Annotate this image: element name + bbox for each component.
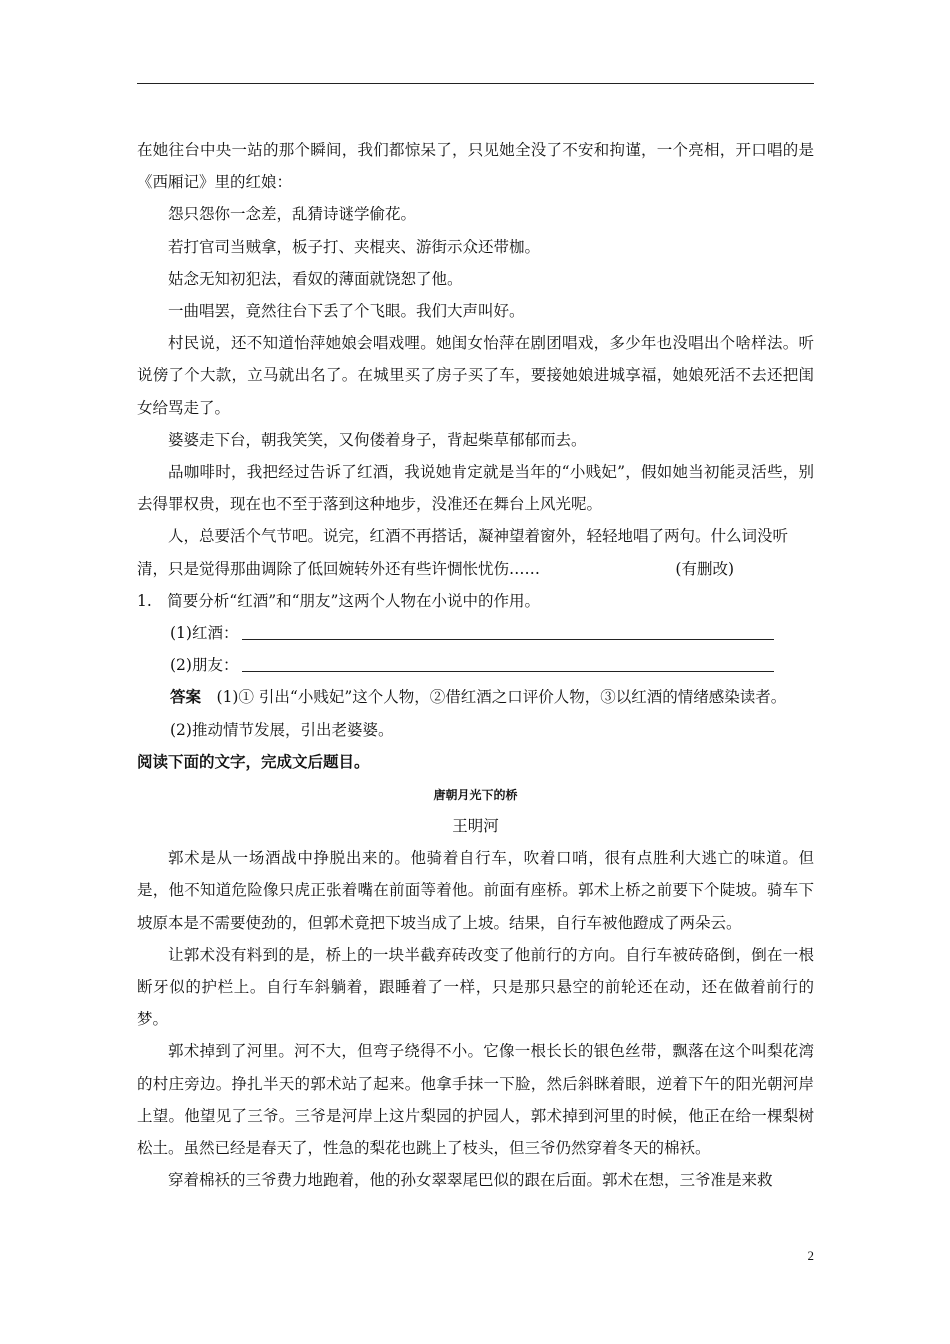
story1-paragraph: 村民说，还不知道怡萍她娘会唱戏哩。她闺女怡萍在剧团唱戏，多少年也没唱出个啥样法。听说傍了个大款，立马就出名了。在城里买了房子买了车，要接她娘进城享福，她娘死活不去还把闺女给骂走了。 [137,334,814,417]
answer-text-2: (2)推动情节发展，引出老婆婆。 [170,720,394,739]
answer-line-1 [137,617,814,649]
verse-line: 姑念无知初犯法，看奴的薄面就饶恕了他。 [168,269,463,288]
story1-paragraph: 一曲唱罢，竟然往台下丢了个飞眼。我们大声叫好。 [168,302,525,321]
story1-paragraph-end: 清，只是觉得那曲调除了低回婉转外还有些许惆怅忧伤…… [137,559,541,578]
story1-paragraph: 在她往台中央一站的那个瞬间，我们都惊呆了，只见她全没了不安和拘谨，一个亮相，开口唱的是《西厢记》里的红娘： [137,141,814,192]
question-stem: 1. 简要分析“红酒”和“朋友”这两个人物在小说中的作用。 [137,591,540,610]
story1-paragraph: 品咖啡时，我把经过告诉了红酒，我说她肯定就是当年的“小贱妃”，假如她当初能灵活些，别去得罪权贵，现在也不至于落到这种地步，没准还在舞台上风光呢。 [137,463,814,514]
story-title: 唐朝月光下的桥 [433,788,518,803]
story1-paragraph: 人，总要活个气节吧。说完，红酒不再搭话，凝神望着窗外，轻轻地唱了两句。什么词没听 [168,527,789,546]
sub-question-label: (2)朋友： [170,656,239,675]
answer-block [137,681,814,713]
answer-blank[interactable] [242,638,774,640]
story2-paragraph: 郭术是从一场酒战中挣脱出来的。他骑着自行车，吹着口哨，很有点胜利大逃亡的味道。但是，他不知道危险像只虎正张着嘴在前面等着他。前面有座桥。郭术上桥之前要下个陡坡。骑车下坡原本是不需要使劲的，但郭术竟把下坡当成了上坡。结果，自行车被他蹬成了两朵云。 [137,849,814,932]
story1-final-line [137,553,814,585]
sub-question-label: (1)红酒： [170,624,239,643]
verse-line: 若打官司当贼拿，板子打、夹棍夹、游街示众还带枷。 [168,237,541,256]
story2-paragraph: 穿着棉袄的三爷费力地跑着，他的孙女翠翠尾巴似的跟在后面。郭术在想，三爷准是来救 [168,1171,773,1190]
story2-paragraph: 让郭术没有料到的是，桥上的一块半截弃砖改变了他前行的方向。自行车被砖硌倒，倒在一根断牙似的护栏上。自行车斜躺着，跟睡着了一样，只是那只悬空的前轮还在动，还在做着前行的梦。 [137,945,814,1029]
story-author: 王明河 [452,817,499,836]
header-rule [137,83,814,84]
story2-paragraph: 郭术掉到了河里。河不大，但弯子绕得不小。它像一根长长的银色丝带，飘落在这个叫梨花湾的村庄旁边。挣扎半天的郭术站了起来。他拿手抹一下脸，然后斜眯着眼，逆着下午的阳光朝河岸上望。他望见了三爷。三爷是河岸上这片梨园的护园人，郭术掉到河里的时候，他正在给一棵梨树松土。虽然已经是春天了，性急的梨花也跳上了枝头，但三爷仍然穿着冬天的棉袄。 [137,1042,814,1158]
answer-label: 答案 [170,688,202,707]
story1-paragraph: 婆婆走下台，朝我笑笑，又佝偻着身子，背起柴草郁郁而去。 [168,430,587,449]
document-body [137,134,814,1197]
reading-instruction: 阅读下面的文字，完成文后题目。 [137,752,370,771]
answer-blank[interactable] [242,670,774,672]
verse-line: 怨只怨你一念差，乱猜诗谜学偷花。 [168,205,417,224]
page-number: 2 [807,1248,814,1263]
answer-line-2 [137,649,814,681]
edit-note: (有删改) [675,559,734,578]
answer-text: (1)① 引出“小贱妃”这个人物，②借红酒之口评价人物，③以红酒的情绪感染读者。 [201,688,787,707]
